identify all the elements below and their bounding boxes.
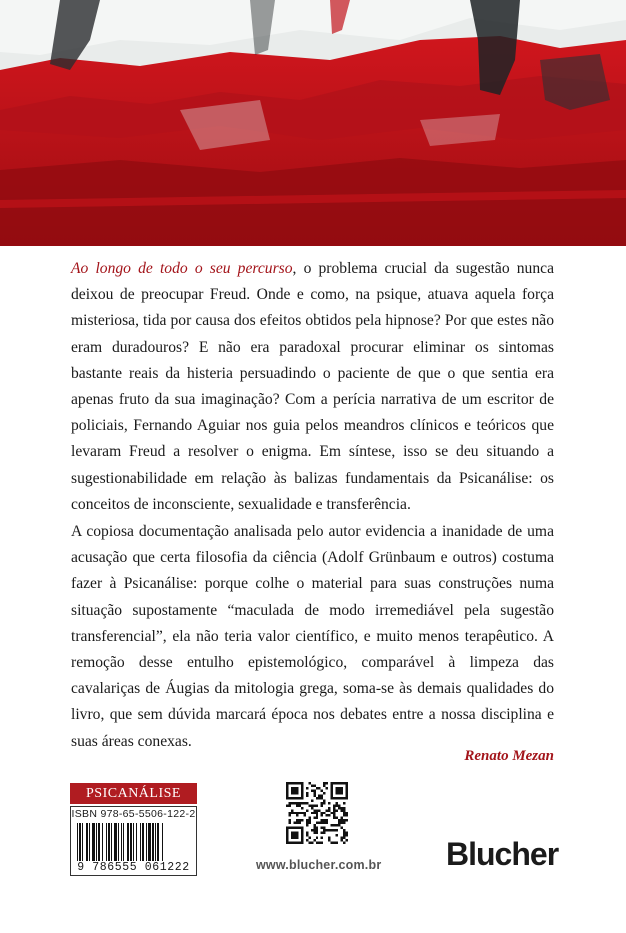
- signature: Renato Mezan: [464, 748, 554, 764]
- isbn-barcode-box: [70, 806, 197, 876]
- isbn-text: ISBN 978-65-5506-122-2: [71, 808, 196, 820]
- cover-painting-image: [0, 0, 626, 246]
- qr-code-image: [286, 782, 348, 844]
- blurb-lead-phrase: Ao longo de todo o seu percurso: [71, 260, 293, 277]
- category-label: PSICANÁLISE: [70, 783, 197, 804]
- blurb-paragraph-1: [71, 256, 554, 518]
- publisher-logo: Blucher: [446, 836, 559, 872]
- barcode-number: 9 786555 061222: [77, 861, 190, 874]
- barcode-image: [77, 823, 190, 861]
- blurb-paragraph-1-text: , o problema crucial da sugestão nunca deixou de preocupar Freud. Onde e como, na psique, atuava aquela força misteriosa, tida por causa dos efeitos obtidos pela hipnose? Por que estes não eram duradouros? E não era paradoxal procurar eliminar os sintomas bastante reais da histeria persuadindo o paciente de que o que sentia era apenas fruto da sua imaginação? Com a perícia narrativa de um escritor de policiais, Fernando Aguiar nos guia pelos meandros clínicos e teóricos que levaram Freud a resolver o enigma. Em síntese, isso se deu situando a sugestionabilidade em relação às balizas fundamentais da Psicanálise: os conceitos de inconsciente, sexualidade e transferência.: [71, 260, 554, 513]
- publisher-website: www.blucher.com.br: [256, 858, 382, 872]
- blurb-paragraph-2: [71, 519, 554, 755]
- blurb-paragraph-2-text: A copiosa documentação analisada pelo autor evidencia a inanidade de uma acusação que certa filosofia da ciência (Adolf Grünbaum e outros) costuma fazer à Psicanálise: porque colhe o material para suas construções numa situação supostamente “maculada de modo irremediável pela sugestão transferencial”, ela não teria valor científico, e muito menos terapêutico. A remoção desse entulho epistemológico, comparável à limpeza das cavalariças de Áugias da mitologia grega, soma-se às demais qualidades do livro, que sem dúvida marcará época nos debates entre a nossa disciplina e suas áreas conexas.: [71, 523, 554, 750]
